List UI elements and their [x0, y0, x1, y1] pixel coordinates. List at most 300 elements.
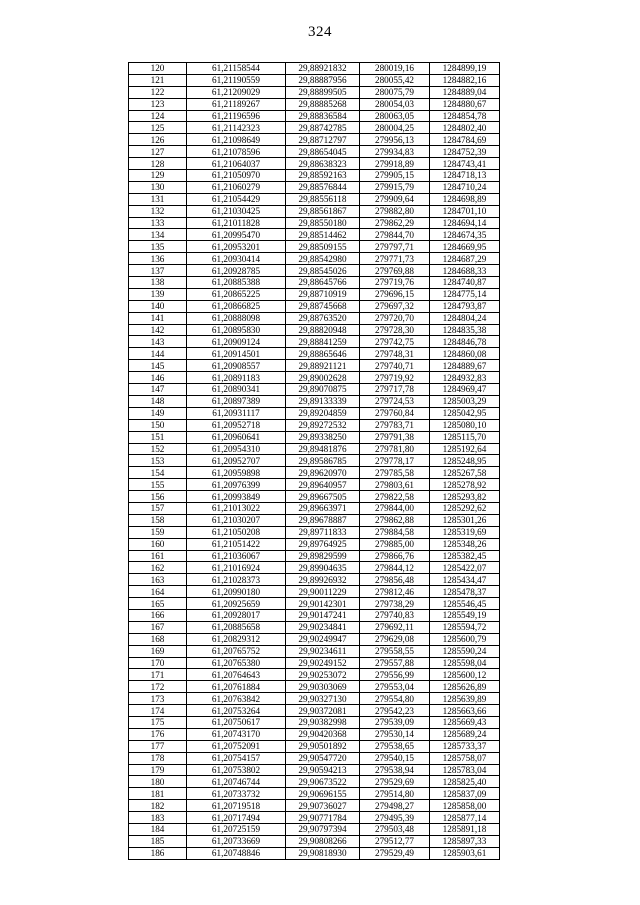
latitude-cell: 61,21011828 — [187, 217, 286, 229]
y-coordinate-cell: 1285549,19 — [430, 609, 500, 621]
x-coordinate-cell: 279797,71 — [360, 241, 430, 253]
y-coordinate-cell: 1285003,29 — [430, 395, 500, 407]
y-coordinate-cell: 1284698,89 — [430, 193, 500, 205]
longitude-cell: 29,90547720 — [286, 752, 360, 764]
x-coordinate-cell: 279844,70 — [360, 229, 430, 241]
table-row — [129, 812, 500, 824]
table-row — [129, 324, 500, 336]
latitude-cell: 61,20754157 — [187, 752, 286, 764]
point-number-cell: 158 — [129, 514, 187, 526]
latitude-cell: 61,20717494 — [187, 812, 286, 824]
latitude-cell: 61,20914501 — [187, 348, 286, 360]
longitude-cell: 29,88545026 — [286, 265, 360, 277]
latitude-cell: 61,21078596 — [187, 146, 286, 158]
longitude-cell: 29,90147241 — [286, 609, 360, 621]
point-number-cell: 135 — [129, 241, 187, 253]
latitude-cell: 61,20976399 — [187, 479, 286, 491]
y-coordinate-cell: 1285903,61 — [430, 847, 500, 859]
latitude-cell: 61,21142323 — [187, 122, 286, 134]
latitude-cell: 61,20990180 — [187, 586, 286, 598]
table-row — [129, 479, 500, 491]
table-row — [129, 348, 500, 360]
point-number-cell: 174 — [129, 705, 187, 717]
longitude-cell: 29,90011229 — [286, 586, 360, 598]
longitude-cell: 29,88550180 — [286, 217, 360, 229]
longitude-cell: 29,90797394 — [286, 824, 360, 836]
point-number-cell: 134 — [129, 229, 187, 241]
longitude-cell: 29,88645766 — [286, 277, 360, 289]
longitude-cell: 29,88745668 — [286, 300, 360, 312]
latitude-cell: 61,20928785 — [187, 265, 286, 277]
y-coordinate-cell: 1284743,41 — [430, 158, 500, 170]
table-row — [129, 217, 500, 229]
latitude-cell: 61,20765380 — [187, 657, 286, 669]
latitude-cell: 61,20753802 — [187, 764, 286, 776]
point-number-cell: 128 — [129, 158, 187, 170]
longitude-cell: 29,89640957 — [286, 479, 360, 491]
x-coordinate-cell: 279905,15 — [360, 170, 430, 182]
latitude-cell: 61,20746744 — [187, 776, 286, 788]
point-number-cell: 145 — [129, 360, 187, 372]
longitude-cell: 29,89620970 — [286, 467, 360, 479]
x-coordinate-cell: 279728,30 — [360, 324, 430, 336]
longitude-cell: 29,90142301 — [286, 598, 360, 610]
x-coordinate-cell: 279697,32 — [360, 300, 430, 312]
point-number-cell: 123 — [129, 98, 187, 110]
table-row — [129, 158, 500, 170]
point-number-cell: 150 — [129, 419, 187, 431]
point-number-cell: 184 — [129, 824, 187, 836]
point-number-cell: 186 — [129, 847, 187, 859]
x-coordinate-cell: 279720,70 — [360, 312, 430, 324]
latitude-cell: 61,21054429 — [187, 193, 286, 205]
y-coordinate-cell: 1284710,24 — [430, 181, 500, 193]
point-number-cell: 132 — [129, 205, 187, 217]
longitude-cell: 29,90808266 — [286, 835, 360, 847]
longitude-cell: 29,88509155 — [286, 241, 360, 253]
longitude-cell: 29,88712797 — [286, 134, 360, 146]
point-number-cell: 178 — [129, 752, 187, 764]
x-coordinate-cell: 279542,23 — [360, 705, 430, 717]
x-coordinate-cell: 279738,29 — [360, 598, 430, 610]
longitude-cell: 29,88885268 — [286, 98, 360, 110]
point-number-cell: 160 — [129, 538, 187, 550]
longitude-cell: 29,90249152 — [286, 657, 360, 669]
x-coordinate-cell: 279909,64 — [360, 193, 430, 205]
point-number-cell: 179 — [129, 764, 187, 776]
x-coordinate-cell: 279781,80 — [360, 443, 430, 455]
point-number-cell: 144 — [129, 348, 187, 360]
point-number-cell: 139 — [129, 288, 187, 300]
latitude-cell: 61,20752091 — [187, 740, 286, 752]
x-coordinate-cell: 279791,38 — [360, 431, 430, 443]
longitude-cell: 29,89678887 — [286, 514, 360, 526]
table-row — [129, 598, 500, 610]
table-row — [129, 776, 500, 788]
x-coordinate-cell: 280054,03 — [360, 98, 430, 110]
latitude-cell: 61,21196596 — [187, 110, 286, 122]
x-coordinate-cell: 279629,08 — [360, 633, 430, 645]
point-number-cell: 164 — [129, 586, 187, 598]
latitude-cell: 61,21209029 — [187, 86, 286, 98]
point-number-cell: 125 — [129, 122, 187, 134]
x-coordinate-cell: 279696,15 — [360, 288, 430, 300]
latitude-cell: 61,20931117 — [187, 407, 286, 419]
latitude-cell: 61,20908557 — [187, 360, 286, 372]
point-number-cell: 172 — [129, 681, 187, 693]
latitude-cell: 61,21189267 — [187, 98, 286, 110]
longitude-cell: 29,90673522 — [286, 776, 360, 788]
table-row — [129, 657, 500, 669]
y-coordinate-cell: 1284687,29 — [430, 253, 500, 265]
table-row — [129, 669, 500, 681]
point-number-cell: 133 — [129, 217, 187, 229]
longitude-cell: 29,90234841 — [286, 621, 360, 633]
table-row — [129, 443, 500, 455]
table-row — [129, 372, 500, 384]
point-number-cell: 121 — [129, 74, 187, 86]
table-row — [129, 491, 500, 503]
y-coordinate-cell: 1285478,37 — [430, 586, 500, 598]
table-row — [129, 788, 500, 800]
y-coordinate-cell: 1284674,35 — [430, 229, 500, 241]
point-number-cell: 126 — [129, 134, 187, 146]
longitude-cell: 29,90253072 — [286, 669, 360, 681]
point-number-cell: 163 — [129, 574, 187, 586]
y-coordinate-cell: 1284835,38 — [430, 324, 500, 336]
y-coordinate-cell: 1284854,78 — [430, 110, 500, 122]
latitude-cell: 61,20733669 — [187, 835, 286, 847]
latitude-cell: 61,21030425 — [187, 205, 286, 217]
table-row — [129, 514, 500, 526]
longitude-cell: 29,89133339 — [286, 395, 360, 407]
longitude-cell: 29,90594213 — [286, 764, 360, 776]
latitude-cell: 61,20750617 — [187, 716, 286, 728]
y-coordinate-cell: 1284969,47 — [430, 384, 500, 396]
latitude-cell: 61,20888098 — [187, 312, 286, 324]
table-row — [129, 800, 500, 812]
latitude-cell: 61,20959898 — [187, 467, 286, 479]
y-coordinate-cell: 1284669,95 — [430, 241, 500, 253]
latitude-cell: 61,20891183 — [187, 372, 286, 384]
latitude-cell: 61,21050208 — [187, 526, 286, 538]
table-row — [129, 467, 500, 479]
latitude-cell: 61,20952707 — [187, 455, 286, 467]
longitude-cell: 29,89926932 — [286, 574, 360, 586]
y-coordinate-cell: 1284899,19 — [430, 63, 500, 75]
x-coordinate-cell: 279740,71 — [360, 360, 430, 372]
table-row — [129, 395, 500, 407]
y-coordinate-cell: 1284793,87 — [430, 300, 500, 312]
point-number-cell: 177 — [129, 740, 187, 752]
table-row — [129, 645, 500, 657]
y-coordinate-cell: 1285115,70 — [430, 431, 500, 443]
y-coordinate-cell: 1285292,62 — [430, 502, 500, 514]
x-coordinate-cell: 279719,92 — [360, 372, 430, 384]
point-number-cell: 149 — [129, 407, 187, 419]
table-row — [129, 229, 500, 241]
y-coordinate-cell: 1285080,10 — [430, 419, 500, 431]
longitude-cell: 29,90372081 — [286, 705, 360, 717]
table-row — [129, 170, 500, 182]
point-number-cell: 157 — [129, 502, 187, 514]
y-coordinate-cell: 1285192,64 — [430, 443, 500, 455]
point-number-cell: 161 — [129, 550, 187, 562]
longitude-cell: 29,89002628 — [286, 372, 360, 384]
table-row — [129, 74, 500, 86]
table-row — [129, 728, 500, 740]
table-row — [129, 205, 500, 217]
x-coordinate-cell: 279530,14 — [360, 728, 430, 740]
latitude-cell: 61,20733732 — [187, 788, 286, 800]
latitude-cell: 61,20719518 — [187, 800, 286, 812]
latitude-cell: 61,21064037 — [187, 158, 286, 170]
y-coordinate-cell: 1285042,95 — [430, 407, 500, 419]
y-coordinate-cell: 1284860,08 — [430, 348, 500, 360]
table-row — [129, 181, 500, 193]
x-coordinate-cell: 280019,16 — [360, 63, 430, 75]
point-number-cell: 142 — [129, 324, 187, 336]
point-number-cell: 137 — [129, 265, 187, 277]
point-number-cell: 156 — [129, 491, 187, 503]
y-coordinate-cell: 1285891,18 — [430, 824, 500, 836]
longitude-cell: 29,88921121 — [286, 360, 360, 372]
longitude-cell: 29,88865646 — [286, 348, 360, 360]
y-coordinate-cell: 1285594,72 — [430, 621, 500, 633]
x-coordinate-cell: 279724,53 — [360, 395, 430, 407]
x-coordinate-cell: 279803,61 — [360, 479, 430, 491]
y-coordinate-cell: 1285422,07 — [430, 562, 500, 574]
x-coordinate-cell: 279742,75 — [360, 336, 430, 348]
longitude-cell: 29,88576844 — [286, 181, 360, 193]
page-number: 324 — [308, 24, 332, 40]
x-coordinate-cell: 279748,31 — [360, 348, 430, 360]
y-coordinate-cell: 1285319,69 — [430, 526, 500, 538]
table-row — [129, 847, 500, 859]
x-coordinate-cell: 280004,25 — [360, 122, 430, 134]
coordinates-table-body — [129, 63, 500, 860]
longitude-cell: 29,89829599 — [286, 550, 360, 562]
point-number-cell: 120 — [129, 63, 187, 75]
longitude-cell: 29,90420368 — [286, 728, 360, 740]
point-number-cell: 180 — [129, 776, 187, 788]
point-number-cell: 167 — [129, 621, 187, 633]
table-row — [129, 86, 500, 98]
y-coordinate-cell: 1284882,16 — [430, 74, 500, 86]
longitude-cell: 29,88710919 — [286, 288, 360, 300]
table-row — [129, 835, 500, 847]
x-coordinate-cell: 279822,58 — [360, 491, 430, 503]
y-coordinate-cell: 1284688,33 — [430, 265, 500, 277]
x-coordinate-cell: 280063,05 — [360, 110, 430, 122]
y-coordinate-cell: 1285689,24 — [430, 728, 500, 740]
latitude-cell: 61,20909124 — [187, 336, 286, 348]
x-coordinate-cell: 279495,39 — [360, 812, 430, 824]
longitude-cell: 29,89904635 — [286, 562, 360, 574]
table-row — [129, 538, 500, 550]
latitude-cell: 61,20748846 — [187, 847, 286, 859]
table-row — [129, 693, 500, 705]
latitude-cell: 61,20764643 — [187, 669, 286, 681]
longitude-cell: 29,89070875 — [286, 384, 360, 396]
longitude-cell: 29,88887956 — [286, 74, 360, 86]
latitude-cell: 61,20866825 — [187, 300, 286, 312]
y-coordinate-cell: 1284701,10 — [430, 205, 500, 217]
latitude-cell: 61,20885388 — [187, 277, 286, 289]
x-coordinate-cell: 279760,84 — [360, 407, 430, 419]
table-row — [129, 193, 500, 205]
x-coordinate-cell: 279538,65 — [360, 740, 430, 752]
latitude-cell: 61,21050970 — [187, 170, 286, 182]
point-number-cell: 173 — [129, 693, 187, 705]
x-coordinate-cell: 279769,88 — [360, 265, 430, 277]
point-number-cell: 159 — [129, 526, 187, 538]
x-coordinate-cell: 279812,46 — [360, 586, 430, 598]
x-coordinate-cell: 279558,55 — [360, 645, 430, 657]
x-coordinate-cell: 279915,79 — [360, 181, 430, 193]
latitude-cell: 61,20993849 — [187, 491, 286, 503]
latitude-cell: 61,20829312 — [187, 633, 286, 645]
longitude-cell: 29,88742785 — [286, 122, 360, 134]
x-coordinate-cell: 279844,12 — [360, 562, 430, 574]
longitude-cell: 29,88561867 — [286, 205, 360, 217]
y-coordinate-cell: 1285626,89 — [430, 681, 500, 693]
x-coordinate-cell: 279512,77 — [360, 835, 430, 847]
longitude-cell: 29,90696155 — [286, 788, 360, 800]
longitude-cell: 29,88841259 — [286, 336, 360, 348]
x-coordinate-cell: 279529,69 — [360, 776, 430, 788]
x-coordinate-cell: 279529,49 — [360, 847, 430, 859]
y-coordinate-cell: 1285663,66 — [430, 705, 500, 717]
table-row — [129, 300, 500, 312]
x-coordinate-cell: 279934,83 — [360, 146, 430, 158]
table-row — [129, 134, 500, 146]
y-coordinate-cell: 1284740,87 — [430, 277, 500, 289]
y-coordinate-cell: 1285301,26 — [430, 514, 500, 526]
y-coordinate-cell: 1285858,00 — [430, 800, 500, 812]
table-row — [129, 621, 500, 633]
x-coordinate-cell: 279918,89 — [360, 158, 430, 170]
table-row — [129, 502, 500, 514]
longitude-cell: 29,90234611 — [286, 645, 360, 657]
y-coordinate-cell: 1285348,26 — [430, 538, 500, 550]
x-coordinate-cell: 279692,11 — [360, 621, 430, 633]
latitude-cell: 61,20765752 — [187, 645, 286, 657]
point-number-cell: 168 — [129, 633, 187, 645]
y-coordinate-cell: 1285546,45 — [430, 598, 500, 610]
table-row — [129, 122, 500, 134]
y-coordinate-cell: 1285897,33 — [430, 835, 500, 847]
x-coordinate-cell: 279538,94 — [360, 764, 430, 776]
table-row — [129, 681, 500, 693]
point-number-cell: 130 — [129, 181, 187, 193]
table-row — [129, 407, 500, 419]
latitude-cell: 61,20865225 — [187, 288, 286, 300]
y-coordinate-cell: 1285837,09 — [430, 788, 500, 800]
latitude-cell: 61,21016924 — [187, 562, 286, 574]
y-coordinate-cell: 1285783,04 — [430, 764, 500, 776]
longitude-cell: 29,89667505 — [286, 491, 360, 503]
point-number-cell: 146 — [129, 372, 187, 384]
latitude-cell: 61,20895830 — [187, 324, 286, 336]
table-row — [129, 633, 500, 645]
y-coordinate-cell: 1284932,83 — [430, 372, 500, 384]
y-coordinate-cell: 1284784,69 — [430, 134, 500, 146]
table-row — [129, 110, 500, 122]
x-coordinate-cell: 279503,48 — [360, 824, 430, 836]
latitude-cell: 61,20952718 — [187, 419, 286, 431]
longitude-cell: 29,88654045 — [286, 146, 360, 158]
longitude-cell: 29,88836584 — [286, 110, 360, 122]
y-coordinate-cell: 1284694,14 — [430, 217, 500, 229]
table-row — [129, 716, 500, 728]
x-coordinate-cell: 279540,15 — [360, 752, 430, 764]
latitude-cell: 61,21028373 — [187, 574, 286, 586]
latitude-cell: 61,20960641 — [187, 431, 286, 443]
x-coordinate-cell: 279862,88 — [360, 514, 430, 526]
table-row — [129, 98, 500, 110]
latitude-cell: 61,20885658 — [187, 621, 286, 633]
longitude-cell: 29,89586785 — [286, 455, 360, 467]
latitude-cell: 61,20995470 — [187, 229, 286, 241]
longitude-cell: 29,88921832 — [286, 63, 360, 75]
y-coordinate-cell: 1284880,67 — [430, 98, 500, 110]
latitude-cell: 61,21098649 — [187, 134, 286, 146]
point-number-cell: 129 — [129, 170, 187, 182]
table-row — [129, 455, 500, 467]
x-coordinate-cell: 280075,79 — [360, 86, 430, 98]
point-number-cell: 127 — [129, 146, 187, 158]
longitude-cell: 29,90501892 — [286, 740, 360, 752]
longitude-cell: 29,90303069 — [286, 681, 360, 693]
table-row — [129, 253, 500, 265]
latitude-cell: 61,20930414 — [187, 253, 286, 265]
longitude-cell: 29,89272532 — [286, 419, 360, 431]
latitude-cell: 61,20753264 — [187, 705, 286, 717]
latitude-cell: 61,21051422 — [187, 538, 286, 550]
point-number-cell: 185 — [129, 835, 187, 847]
point-number-cell: 143 — [129, 336, 187, 348]
longitude-cell: 29,90736027 — [286, 800, 360, 812]
point-number-cell: 183 — [129, 812, 187, 824]
table-row — [129, 384, 500, 396]
longitude-cell: 29,89711833 — [286, 526, 360, 538]
longitude-cell: 29,90249947 — [286, 633, 360, 645]
y-coordinate-cell: 1285434,47 — [430, 574, 500, 586]
longitude-cell: 29,88556118 — [286, 193, 360, 205]
y-coordinate-cell: 1285382,45 — [430, 550, 500, 562]
longitude-cell: 29,90771784 — [286, 812, 360, 824]
table-row — [129, 562, 500, 574]
y-coordinate-cell: 1285600,79 — [430, 633, 500, 645]
point-number-cell: 122 — [129, 86, 187, 98]
x-coordinate-cell: 279785,58 — [360, 467, 430, 479]
x-coordinate-cell: 279557,88 — [360, 657, 430, 669]
point-number-cell: 182 — [129, 800, 187, 812]
x-coordinate-cell: 279556,99 — [360, 669, 430, 681]
longitude-cell: 29,89764925 — [286, 538, 360, 550]
table-row — [129, 336, 500, 348]
table-row — [129, 146, 500, 158]
point-number-cell: 155 — [129, 479, 187, 491]
x-coordinate-cell: 279740,83 — [360, 609, 430, 621]
table-row — [129, 764, 500, 776]
latitude-cell: 61,20954310 — [187, 443, 286, 455]
longitude-cell: 29,88592163 — [286, 170, 360, 182]
x-coordinate-cell: 279866,76 — [360, 550, 430, 562]
x-coordinate-cell: 279498,27 — [360, 800, 430, 812]
point-number-cell: 131 — [129, 193, 187, 205]
